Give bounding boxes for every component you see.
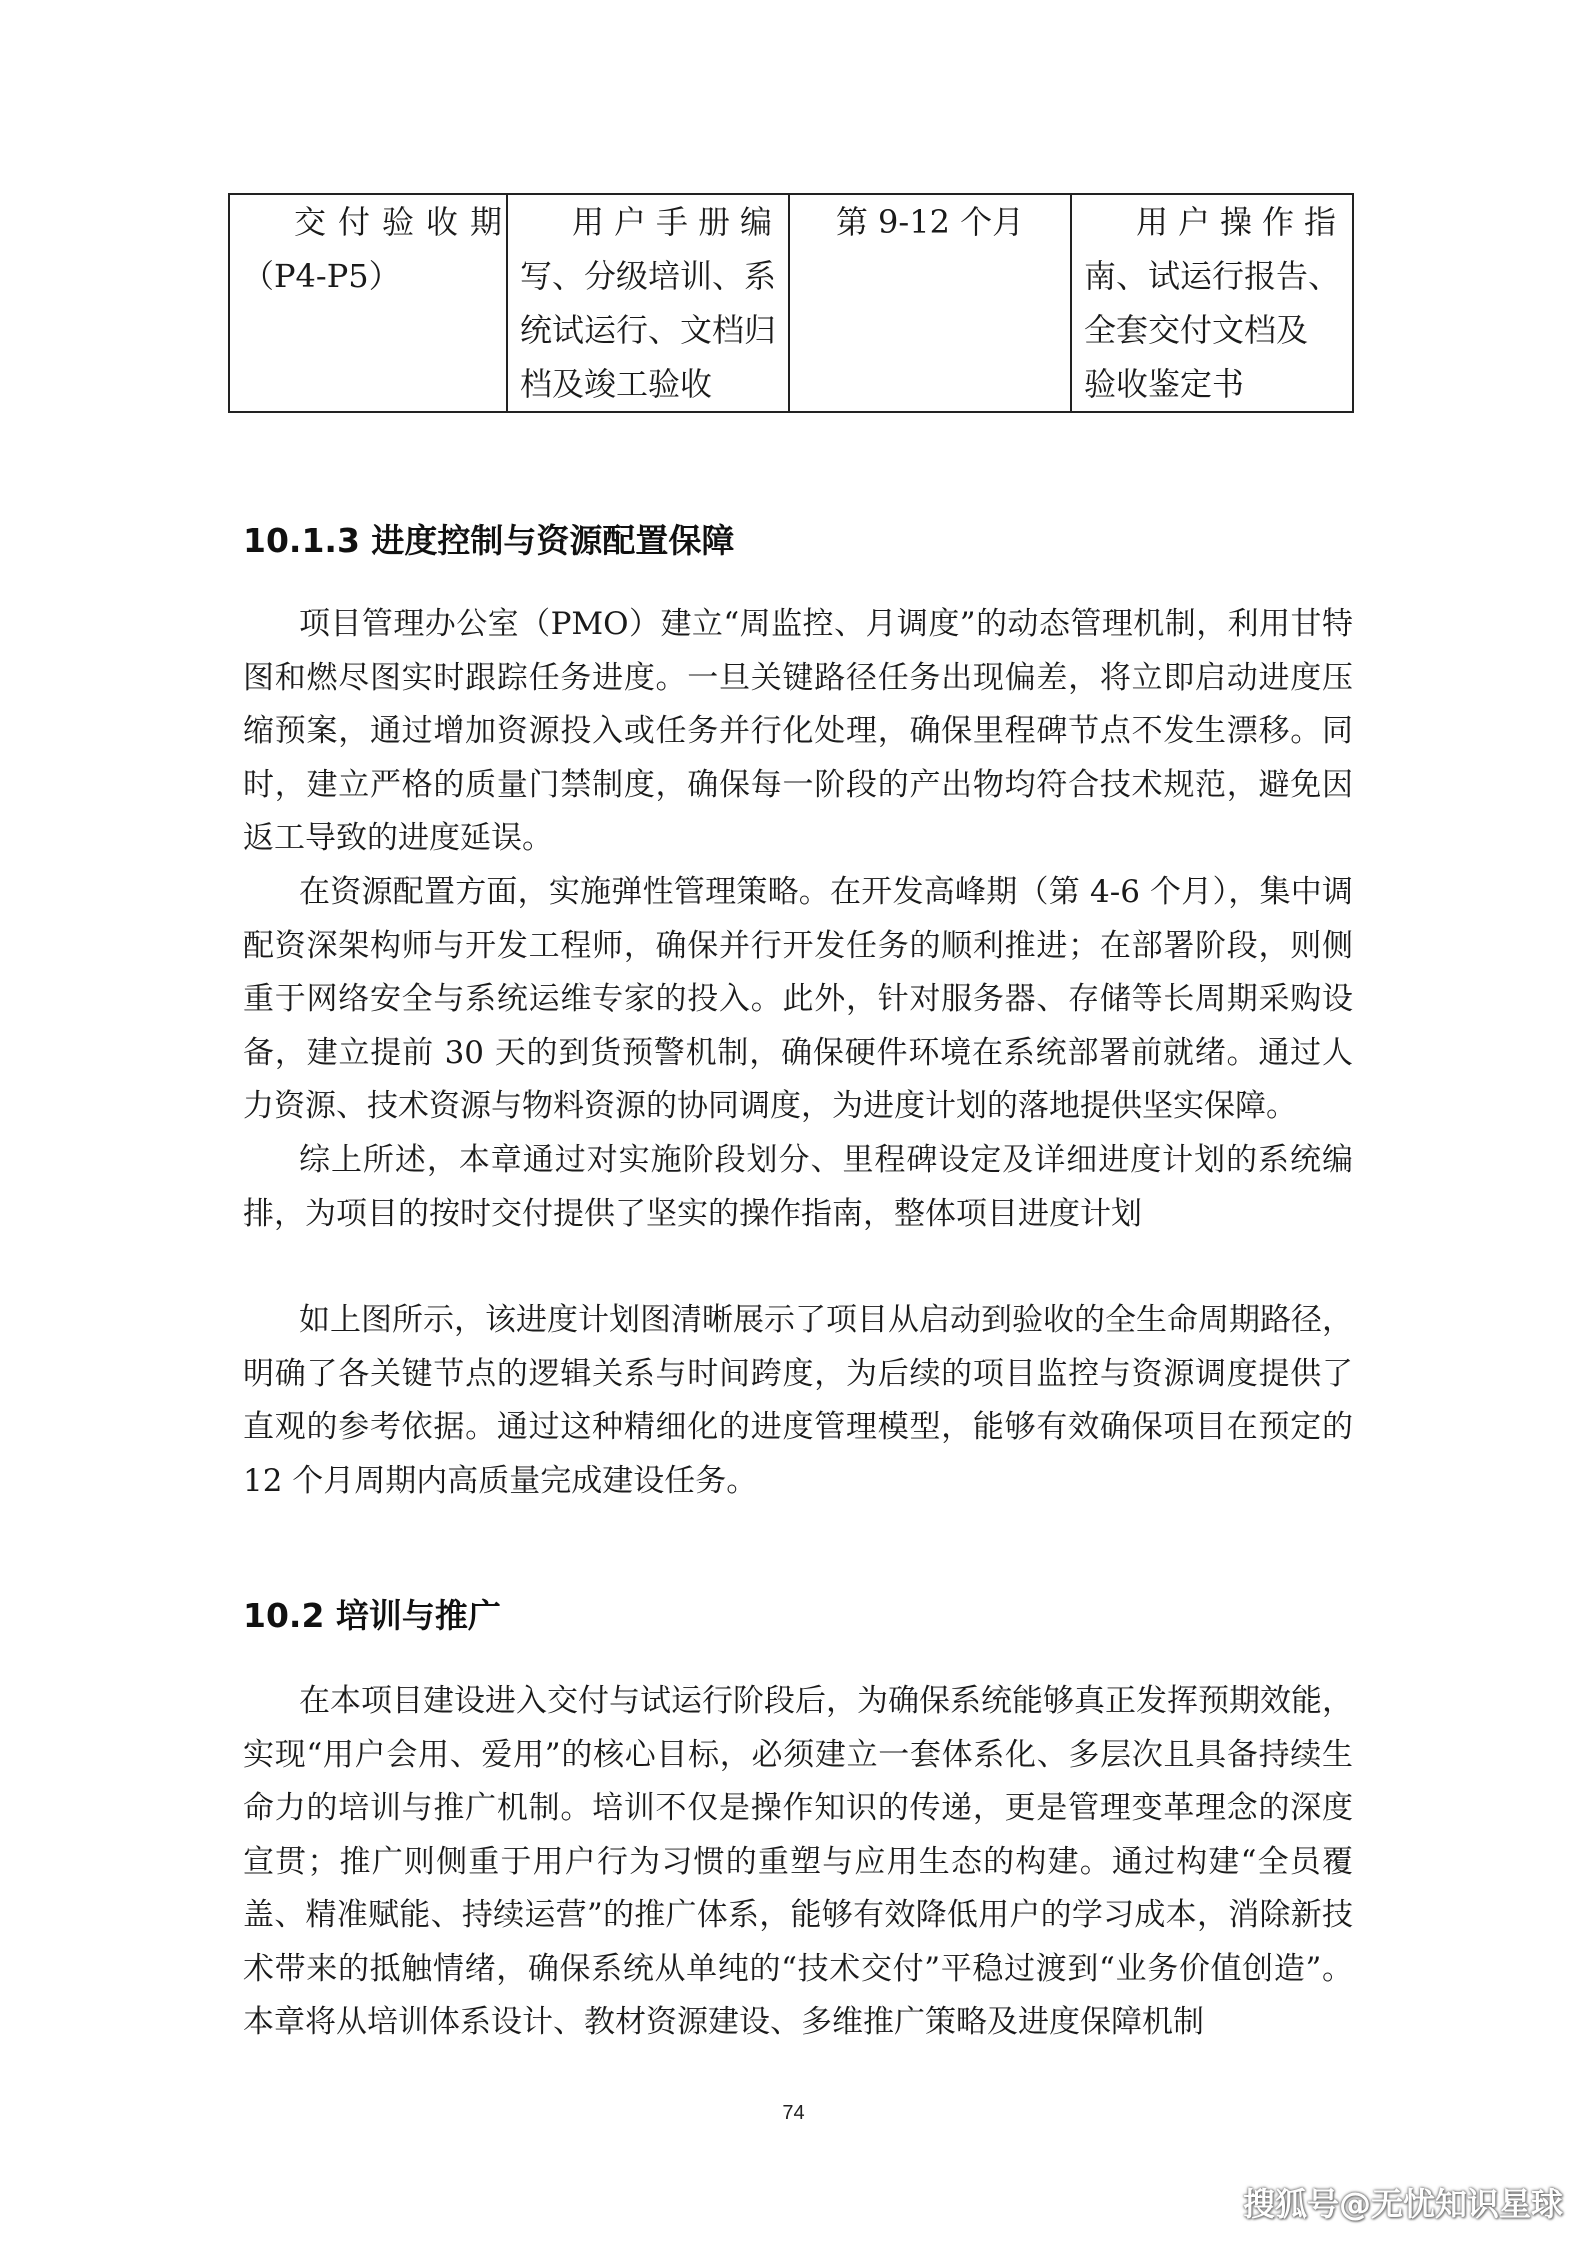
paragraph: 综上所述，本章通过对实施阶段划分、里程碑设定及详细进度计划的系统编排，为项目的按时交付提供了坚实的操作指南，整体项目进度计划 xyxy=(243,1142,1353,1232)
watermark: 搜狐号@无忧知识星球 xyxy=(1242,2185,1563,2223)
cell-line: （P4-P5） xyxy=(242,257,401,295)
deliverables-cell xyxy=(1071,194,1353,412)
cell-line: 第 9-12 个月 xyxy=(835,203,1025,241)
schedule-table xyxy=(228,193,1354,413)
cell-line: 用户操作指 xyxy=(1136,203,1347,241)
tasks-cell xyxy=(507,194,789,412)
page-number: 74 xyxy=(782,2102,805,2124)
cell-line: 验收鉴定书 xyxy=(1084,365,1245,403)
phase-cell xyxy=(229,194,515,412)
cell-line: 写、分级培训、系 xyxy=(520,257,777,295)
cell-line: 统试运行、文档归 xyxy=(520,311,777,349)
table-row xyxy=(229,194,1353,412)
period-cell xyxy=(789,194,1071,412)
cell-line: 交付验收期 xyxy=(294,203,515,241)
paragraph: 在本项目建设进入交付与试运行阶段后，为确保系统能够真正发挥预期效能，实现“用户会用、爱用”的核心目标，必须建立一套体系化、多层次且具备持续生命力的培训与推广机制。培训不仅是操作知识的传递，更是管理变革理念的深度宣贯；推广则侧重于用户行为习惯的重塑与应用生态的构建。通过构建“全员覆盖、精准赋能、持续运营”的推广体系，能够有效降低用户的学习成本，消除新技术带来的抵触情绪，确保系统从单纯的“技术交付”平稳过渡到“业务价值创造”。本章将从培训体系设计、教材资源建设、多维推广策略及进度保障机制 xyxy=(243,1683,1353,2040)
section-heading: 10.2 培训与推广 xyxy=(243,1596,501,1635)
section-heading: 10.1.3 进度控制与资源配置保障 xyxy=(243,521,735,560)
paragraph: 如上图所示，该进度计划图清晰展示了项目从启动到验收的全生命周期路径，明确了各关键节点的逻辑关系与时间跨度，为后续的项目监控与资源调度提供了直观的参考依据。通过这种精细化的进度管理模型，能够有效确保项目在预定的 12 个月周期内高质量完成建设任务。 xyxy=(243,1302,1353,1499)
cell-line: 全套交付文档及 xyxy=(1084,311,1309,349)
cell-line: 南、试运行报告、 xyxy=(1084,257,1341,295)
paragraph: 项目管理办公室（PMO）建立“周监控、月调度”的动态管理机制，利用甘特图和燃尽图实时跟踪任务进度。一旦关键路径任务出现偏差，将立即启动进度压缩预案，通过增加资源投入或任务并行化处理，确保里程碑节点不发生漂移。同时，建立严格的质量门禁制度，确保每一阶段的产出物均符合技术规范，避免因返工导致的进度延误。 xyxy=(243,606,1353,856)
paragraph: 在资源配置方面，实施弹性管理策略。在开发高峰期（第 4-6 个月），集中调配资深架构师与开发工程师，确保并行开发任务的顺利推进；在部署阶段，则侧重于网络安全与系统运维专家的投入。此外，针对服务器、存储等长周期采购设备，建立提前 30 天的到货预警机制，确保硬件环境在系统部署前就绪。通过人力资源、技术资源与物料资源的协同调度，为进度计划的落地提供坚实保障。 xyxy=(243,874,1353,1124)
cell-line: 用户手册编 xyxy=(572,203,783,241)
cell-line: 档及竣工验收 xyxy=(520,365,713,403)
